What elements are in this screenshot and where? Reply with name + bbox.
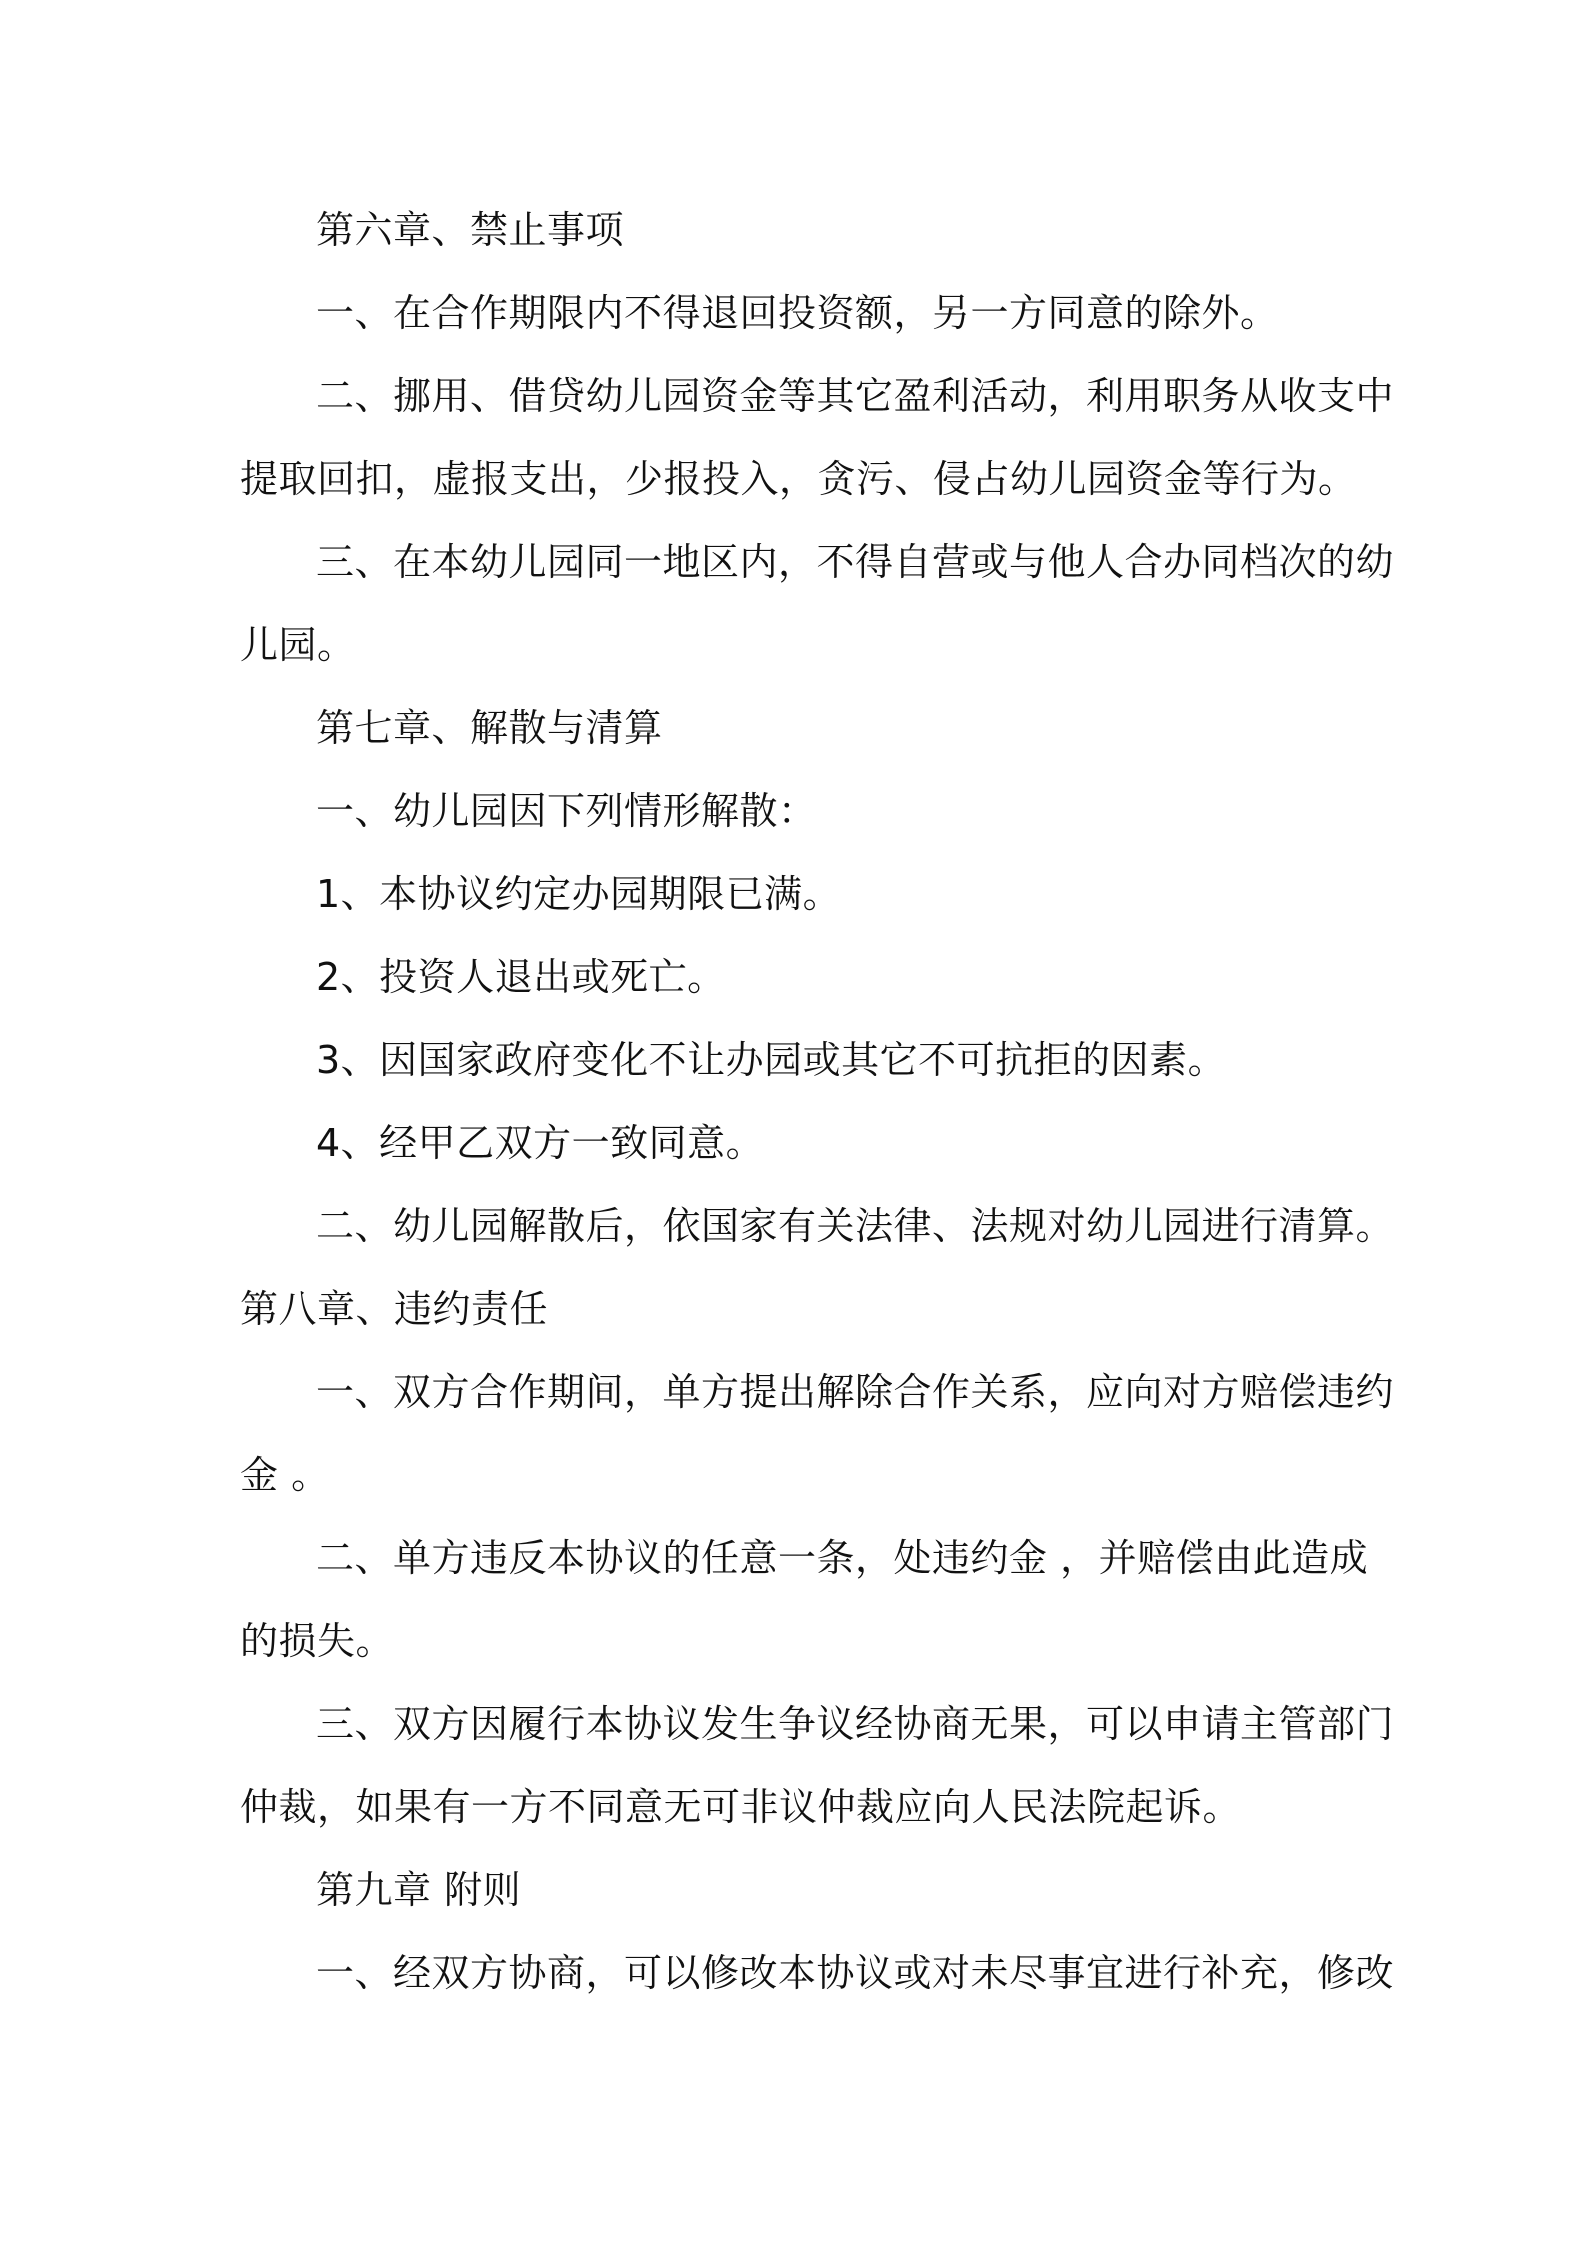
chapter-7-subitem-4: 4、经甲乙双方一致同意。 (316, 1121, 765, 1165)
chapter-7-heading: 第七章、解散与清算 (316, 706, 663, 750)
chapter-6-item-3-line-2: 儿园。 (240, 623, 356, 667)
chapter-7-subitem-1: 1、本协议约定办园期限已满。 (316, 872, 842, 916)
chapter-8-item-2-line-2: 的损失。 (240, 1619, 395, 1663)
chapter-8-heading: 第八章、违约责任 (240, 1287, 549, 1331)
chapter-9-heading: 第九章 附则 (316, 1868, 522, 1912)
chapter-6-item-2-line-1: 二、挪用、借贷幼儿园资金等其它盈利活动，利用职务从收支中 (316, 374, 1395, 418)
chapter-8-item-1-line-1: 一、双方合作期间，单方提出解除合作关系，应向对方赔偿违约 (316, 1370, 1395, 1414)
chapter-6-item-3-line-1: 三、在本幼儿园同一地区内，不得自营或与他人合办同档次的幼 (316, 540, 1395, 584)
chapter-9-item-1-line-1: 一、经双方协商，可以修改本协议或对未尽事宜进行补充，修改 (316, 1951, 1395, 1995)
chapter-6-item-1: 一、在合作期限内不得退回投资额，另一方同意的除外。 (316, 291, 1279, 335)
chapter-7-subitem-3: 3、因国家政府变化不让办园或其它不可抗拒的因素。 (316, 1038, 1227, 1082)
chapter-6-item-2-line-2: 提取回扣，虚报支出，少报投入，贪污、侵占幼儿园资金等行为。 (240, 457, 1357, 501)
chapter-8-item-3-line-2: 仲裁，如果有一方不同意无可非议仲裁应向人民法院起诉。 (240, 1785, 1242, 1829)
chapter-7-item-1: 一、幼儿园因下列情形解散： (316, 789, 817, 833)
chapter-7-item-2: 二、幼儿园解散后，依国家有关法律、法规对幼儿园进行清算。 (316, 1204, 1395, 1248)
chapter-8-item-2-line-1: 二、单方违反本协议的任意一条，处违约金 ，并赔偿由此造成 (316, 1536, 1369, 1580)
chapter-6-heading: 第六章、禁止事项 (316, 208, 625, 252)
chapter-8-item-3-line-1: 三、双方因履行本协议发生争议经协商无果，可以申请主管部门 (316, 1702, 1395, 1746)
chapter-8-item-1-line-2: 金 。 (240, 1453, 330, 1497)
chapter-7-subitem-2: 2、投资人退出或死亡。 (316, 955, 726, 999)
